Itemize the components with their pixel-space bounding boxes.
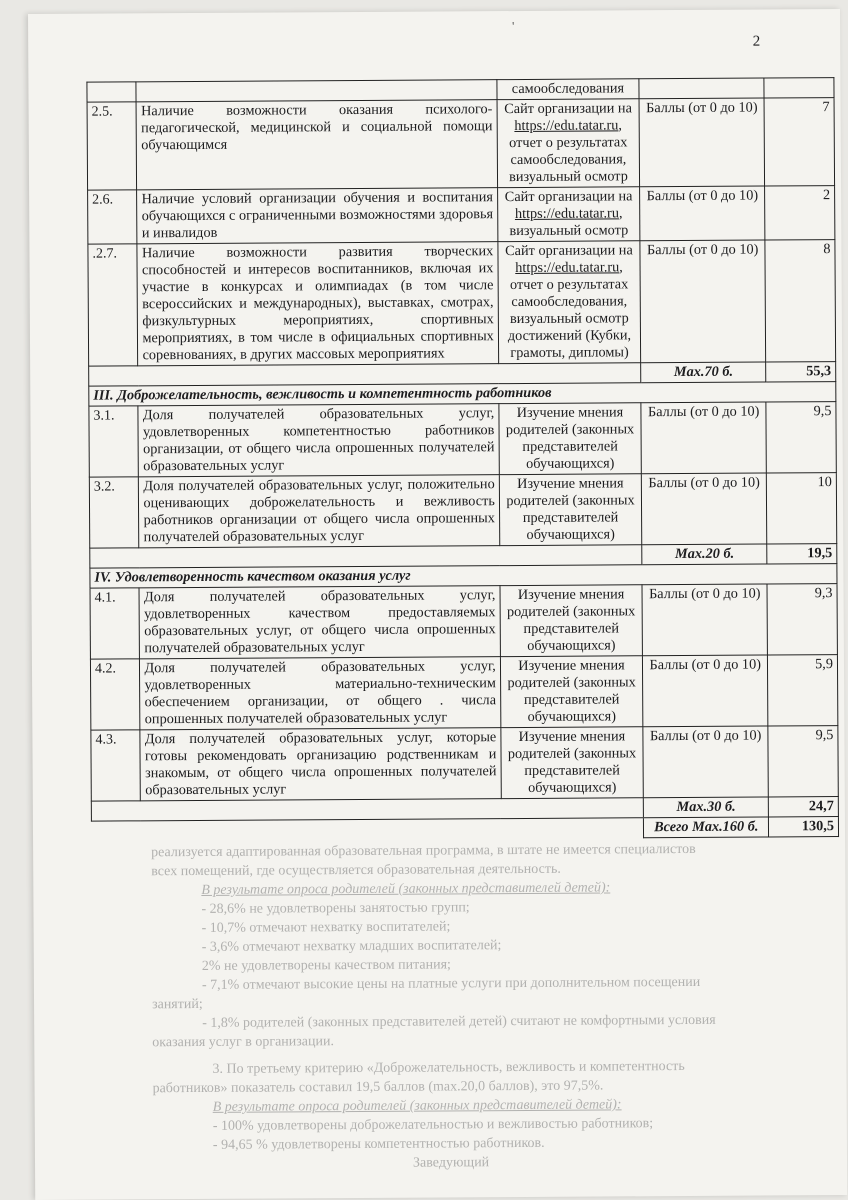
page-number: 2 [752,33,761,50]
max-score: Max.30 б. [643,797,768,818]
section-score: 55,3 [766,362,836,382]
row-number: 2.6. [88,190,138,244]
source-cell: Изучение мнения родителей (законных представителей обучающихся) [500,656,643,728]
score-scale: Баллы (от 0 до 10) [641,473,767,545]
criterion-text: Наличие возможности развития творческих способностей и интересов воспитанников, включая их участие в конкурсах и олимпиадах (в том числе всероссийских и международных), выставках, смотрах, физкультурных мероприятиях, спортивных мероприятиях, в том числе в официальных спортивных соревнованиях, в других массовых мероприятиях [137,242,498,366]
score-value: 7 [764,98,834,186]
score-value: 8 [765,240,835,362]
max-score: Max.70 б. [641,362,766,383]
row-number: 3.2. [89,477,139,548]
score-scale: Баллы (от 0 до 10) [640,186,765,241]
source-cell: Изучение мнения родителей (законных представителей обучающихся) [500,585,643,657]
max-score: Max.20 б. [642,544,767,565]
row-number: 2.5. [87,102,137,190]
source-link[interactable]: https://edu.tatar.ru [514,205,619,223]
row-number: 3.1. [89,406,139,477]
row-number: 4.3. [91,730,141,801]
row-number: 4.1. [90,588,140,659]
criterion-text: Доля получателей образовательных услуг, которые готовы рекомендовать организацию родственникам и знакомым, от общего числа опрошенных получателей образовательных услуг [140,728,501,801]
score-value: 9,5 [768,726,838,797]
criterion-text: Доля получателей образовательных услуг, удовлетворенных качеством предоставляемых образовательных услуг, от общего числа опрошенных получателей образовательных услуг [139,586,500,659]
criterion-text: Наличие условий организации обучения и воспитания обучающихся с ограниченными возможностями здоровья и инвалидов [137,188,498,244]
table-row [91,726,838,802]
source-cell: Сайт организации на https://edu.tatar.ru, визуальный осмотр [497,187,640,242]
score-scale: Баллы (от 0 до 10) [641,402,767,474]
source-cell: Сайт организации на https://edu.tatar.ru, отчет о результатах самообследования, визуальный осмотр достижений (Кубки, грамоты, дипломы) [498,241,641,364]
score-value: 5,9 [768,655,838,726]
total-row [91,817,838,842]
row-number: 4.2. [90,659,140,730]
source-cell: самообследования [497,79,639,100]
total-score: 130,5 [769,817,839,837]
section-title: III. Доброжелательность, вежливость и компетентность работников [89,382,836,407]
table-row [88,240,836,367]
section-score: 24,7 [769,797,839,817]
source-cell: Сайт организации на https://edu.tatar.ru, отчет о результатах самообследования, визуальный осмотр [497,99,640,188]
evaluation-table [86,77,839,842]
scan-mark: ' [512,19,515,34]
bleed-through-text: реализуется адаптированная образовательная программа, в штате не имеется специалистов всех помещений, где осуществляется образовательная деятельность. В результате опроса родителей (законных представителей детей): - 28,6% не удовлетворены занятостью групп; - 10,7% отмечают нехватку воспитателей; - 3,6% отмечают нехватку младших воспитателей; 2% не удовлетворены качеством питания; - 7,1% отмечают высокие цены на платные услуги при дополнительном посещении занятий; - 1,8% родителей (законных представителей детей) считают не комфортными условия оказания услуг в организации. 3. По третьему критерию «Доброжелательность, вежливость и компетентность работников» показатель составил 19,5 баллов (max.20,0 баллов), это 97,5%. В результате опроса родителей (законных представителей детей): - 100% удовлетворены доброжелательностью и вежливостью работников; - 94,65 % удовлетворены компетентностью работников. Заведующий [151,841,716,1171]
table-row [88,186,835,245]
total-max-score: Всего Max.160 б. [644,817,769,838]
score-scale: Баллы (от 0 до 10) [639,98,765,187]
criterion-text: Доля получателей образовательных услуг, положительно оценивающих доброжелательность и вежливость работников организации от общего числа опрошенных получателей образовательных услуг [139,475,500,548]
row-number: .2.7. [88,244,138,366]
criterion-text: Доля получателей образовательных услуг, удовлетворенных материально-техническим обеспечением организации, от общего . числа опрошенных получателей образовательных услуг [140,657,501,730]
source-cell: Изучение мнения родителей (законных представителей обучающихся) [499,403,642,475]
source-link[interactable]: https://edu.tatar.ru [514,117,619,135]
score-value: 9,5 [766,402,836,473]
source-link[interactable]: https://edu.tatar.ru [515,259,620,277]
document-page [28,9,847,1200]
criterion-text: Наличие возможности оказания психолого-педагогической, медицинской и социальной помощи обучающимся [136,100,497,190]
source-cell: Изучение мнения родителей (законных представителей обучающихся) [499,474,642,546]
table-row [89,473,836,549]
score-value: 10 [767,473,837,544]
table-row [89,402,836,478]
score-value: 2 [765,186,835,240]
score-scale: Баллы (от 0 до 10) [643,726,769,798]
section-score: 19,5 [767,544,837,564]
table-row [90,655,837,731]
table-row [90,584,837,660]
source-cell: Изучение мнения родителей (законных представителей обучающихся) [501,727,644,799]
score-scale: Баллы (от 0 до 10) [640,240,766,363]
score-scale: Баллы (от 0 до 10) [643,655,769,727]
section-title: IV. Удовлетворенность качеством оказания услуг [90,564,837,589]
score-value: 9,3 [767,584,837,655]
score-scale: Баллы (от 0 до 10) [642,584,768,656]
table-row [87,98,835,191]
criterion-text: Доля получателей образовательных услуг, удовлетворенных компетентностью работников организации, от общего числа опрошенных получателей образовательных услуг [138,404,499,477]
